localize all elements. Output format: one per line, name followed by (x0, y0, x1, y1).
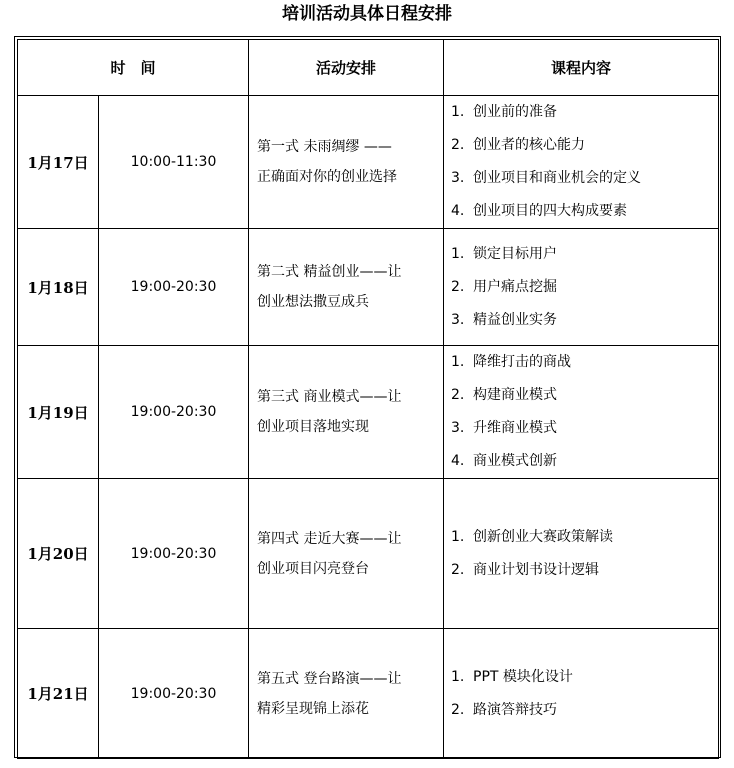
course-item-text: PPT 模块化设计 (473, 668, 573, 685)
course-item-text: 商业计划书设计逻辑 (473, 561, 600, 578)
time-cell: 19:00-20:30 (99, 479, 249, 629)
activity-line: 第一式 未雨绸缪 —— (257, 139, 392, 155)
activity-line: 精彩呈现锦上添花 (257, 700, 370, 717)
course-item (451, 379, 718, 412)
header-course: 课程内容 (444, 40, 719, 96)
course-item (451, 521, 718, 554)
course-list (451, 661, 718, 727)
activity-line: 正确面对你的创业选择 (257, 169, 398, 185)
course-list (451, 346, 718, 478)
course-item-number: 3. (451, 170, 465, 186)
course-cell (444, 346, 719, 479)
course-item-text: 创业者的核心能力 (473, 137, 586, 153)
course-item (451, 271, 718, 304)
header-activity: 活动安排 (249, 40, 444, 96)
course-item-number: 3. (451, 311, 465, 328)
course-item-number: 1. (451, 245, 465, 262)
course-list (451, 521, 718, 587)
course-item-text: 路演答辩技巧 (473, 701, 558, 718)
activity-cell (249, 229, 444, 346)
course-item (451, 195, 718, 228)
course-item (451, 162, 718, 195)
course-item-number: 2. (451, 561, 465, 578)
table-row (18, 479, 719, 629)
course-item-number: 4. (451, 203, 465, 219)
time-cell: 19:00-20:30 (99, 229, 249, 346)
course-item (451, 304, 718, 337)
course-item-number: 1. (451, 528, 465, 545)
header-time: 时 间 (18, 40, 249, 96)
course-list (451, 96, 718, 228)
activity-cell (249, 96, 444, 229)
course-item-number: 2. (451, 278, 465, 295)
course-item-text: 降维打击的商战 (473, 354, 572, 370)
time-cell: 10:00-11:30 (99, 96, 249, 229)
activity-line: 第三式 商业模式——让 (257, 389, 402, 405)
time-cell: 19:00-20:30 (99, 346, 249, 479)
activity-cell (249, 629, 444, 759)
course-item-number: 2. (451, 701, 465, 718)
activity-cell (249, 346, 444, 479)
course-item (451, 661, 718, 694)
course-cell (444, 96, 719, 229)
course-item-number: 2. (451, 137, 465, 153)
course-cell (444, 479, 719, 629)
activity-line: 创业想法撒豆成兵 (257, 294, 370, 310)
activity-line: 创业项目落地实现 (257, 419, 370, 435)
course-item (451, 445, 718, 478)
course-item-text: 升维商业模式 (473, 420, 558, 436)
course-item-text: 锁定目标用户 (473, 245, 558, 262)
course-item (451, 238, 718, 271)
page-title: 培训活动具体日程安排 (282, 4, 452, 24)
schedule-table (17, 39, 719, 759)
date-cell: 1月21日 (18, 629, 99, 759)
date-cell: 1月17日 (18, 96, 99, 229)
course-item-text: 创业前的准备 (473, 104, 558, 120)
course-item (451, 412, 718, 445)
course-item (451, 346, 718, 379)
course-item (451, 129, 718, 162)
course-cell (444, 229, 719, 346)
course-item-number: 2. (451, 387, 465, 403)
table-row (18, 346, 719, 479)
course-list (451, 238, 718, 337)
course-item (451, 554, 718, 587)
course-item (451, 96, 718, 129)
activity-line: 第四式 走近大赛——让 (257, 530, 402, 547)
course-item-text: 创业项目的四大构成要素 (473, 203, 628, 219)
course-item (451, 694, 718, 727)
course-item-number: 1. (451, 668, 465, 685)
header-row (18, 40, 719, 96)
course-item-text: 创业项目和商业机会的定义 (473, 170, 642, 186)
time-cell: 19:00-20:30 (99, 629, 249, 759)
table-row (18, 629, 719, 759)
table-row (18, 96, 719, 229)
activity-line: 创业项目闪亮登台 (257, 560, 370, 577)
course-item-text: 用户痛点挖掘 (473, 278, 558, 295)
activity-line: 第五式 登台路演——让 (257, 670, 402, 687)
date-cell: 1月18日 (18, 229, 99, 346)
course-item-number: 1. (451, 104, 465, 120)
activity-cell (249, 479, 444, 629)
course-item-text: 创新创业大赛政策解读 (473, 528, 614, 545)
date-cell: 1月20日 (18, 479, 99, 629)
activity-line: 第二式 精益创业——让 (257, 264, 402, 280)
course-cell (444, 629, 719, 759)
course-item-number: 1. (451, 354, 465, 370)
table-row (18, 229, 719, 346)
course-item-text: 精益创业实务 (473, 311, 558, 328)
course-item-text: 构建商业模式 (473, 387, 558, 403)
course-item-number: 3. (451, 420, 465, 436)
course-item-text: 商业模式创新 (473, 453, 558, 469)
date-cell: 1月19日 (18, 346, 99, 479)
course-item-number: 4. (451, 453, 465, 469)
